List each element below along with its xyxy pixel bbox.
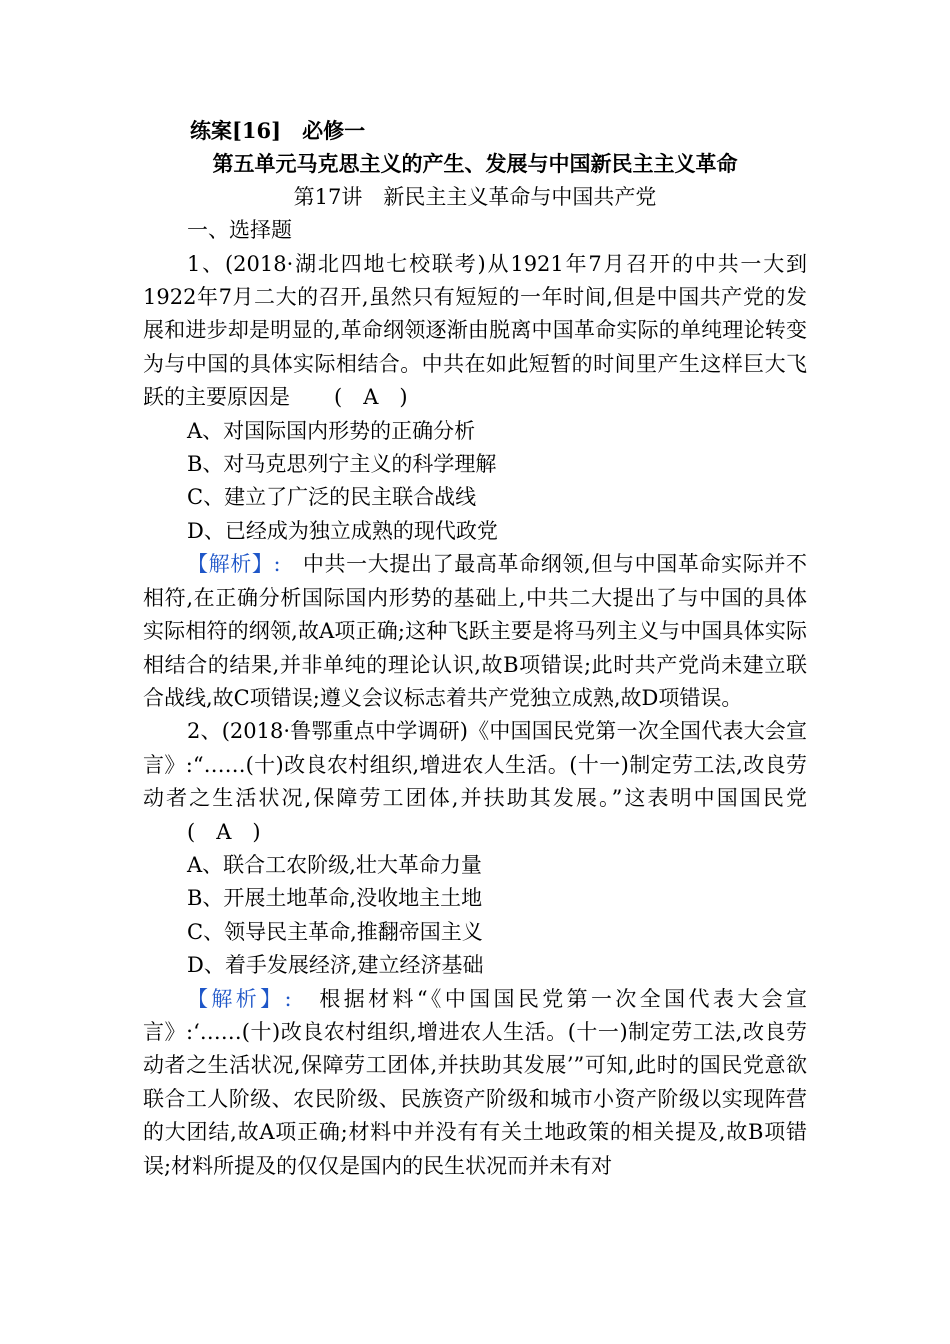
analysis-text: 中共一大提出了最高革命纲领,但与中国革命实际并不相符,在正确分析国际国内形势的基础上,中共二大提出了与中国的具体实际相符的纲领,故A项正确;这种飞跃主要是将马列主义与中国具体实际相结合的结果,并非单纯的理论认识,故B项错误;此时共产党尚未建立联合战线,故C项错误;遵义会议标志着共产党独立成熟,故D项错误。: [143, 552, 807, 710]
question-1-text: 1、(2018·湖北四地七校联考)从1921年7月召开的中共一大到1922年7月二大的召开,虽然只有短短的一年时间,但是中国共产党的发展和进步却是明显的,革命纲领逐渐由脱离中国革命实际的单纯理论转变为与中国的具体实际相结合。中共在如此短暂的时间里产生这样巨大飞跃的主要原因是: [143, 251, 807, 410]
question-1-stem: [143, 248, 807, 415]
question-2-option-a: A、联合工农阶级,壮大革命力量: [187, 852, 482, 877]
question-1-option-b: B、对马克思列宁主义的科学理解: [187, 452, 497, 477]
analysis-text: 根据材料“《中国国民党第一次全国代表大会宣言》:‘……(十)改良农村组织,增进农人生活。(十一)制定劳工法,改良劳动者之生活状况,保障劳工团体,并扶助其发展’”可知,此时的国民党意欲联合工人阶级、农民阶级、民族资产阶级和城市小资产阶级以实现阵营的大团结,故A项正确;材料中并没有有关土地政策的相关提及,故B项错误;材料所提及的仅仅是国内的民生状况而并未有对: [143, 986, 808, 1178]
question-1-answer: ( A ): [334, 385, 408, 410]
question-2-option-b: B、开展土地革命,没收地主土地: [187, 886, 483, 911]
lecture-title: 第17讲 新民主主义革命与中国共产党: [293, 184, 657, 209]
question-1-option-d: D、已经成为独立成熟的现代政党: [187, 518, 498, 543]
question-1-option-a: A、对国际国内形势的正确分析: [187, 418, 476, 443]
question-2-analysis: [143, 983, 807, 1183]
unit-title: 第五单元马克思主义的产生、发展与中国新民主主义革命: [212, 151, 738, 177]
exercise-title: 练案[16] 必修一: [190, 118, 366, 143]
question-2-text: 2、(2018·鲁鄂重点中学调研)《中国国民党第一次全国代表大会宣言》:“……(十)改良农村组织,增进农人生活。(十一)制定劳工法,改良劳动者之生活状况,保障劳工团体,并扶助其发展。”这表明中国国民党: [143, 719, 807, 811]
question-2-option-c: C、领导民主革命,推翻帝国主义: [187, 919, 483, 944]
analysis-label: 【解析】:: [187, 986, 292, 1011]
analysis-label: 【解析】:: [187, 552, 281, 577]
document-body: [143, 114, 807, 1183]
question-2-option-d: D、着手发展经济,建立经济基础: [187, 953, 484, 978]
section-heading: 一、选择题: [187, 218, 292, 243]
question-2-answer: ( A ): [187, 819, 261, 844]
question-1-analysis: [143, 548, 807, 715]
question-1-option-c: C、建立了广泛的民主联合战线: [187, 485, 477, 510]
question-2-stem: [143, 715, 807, 849]
